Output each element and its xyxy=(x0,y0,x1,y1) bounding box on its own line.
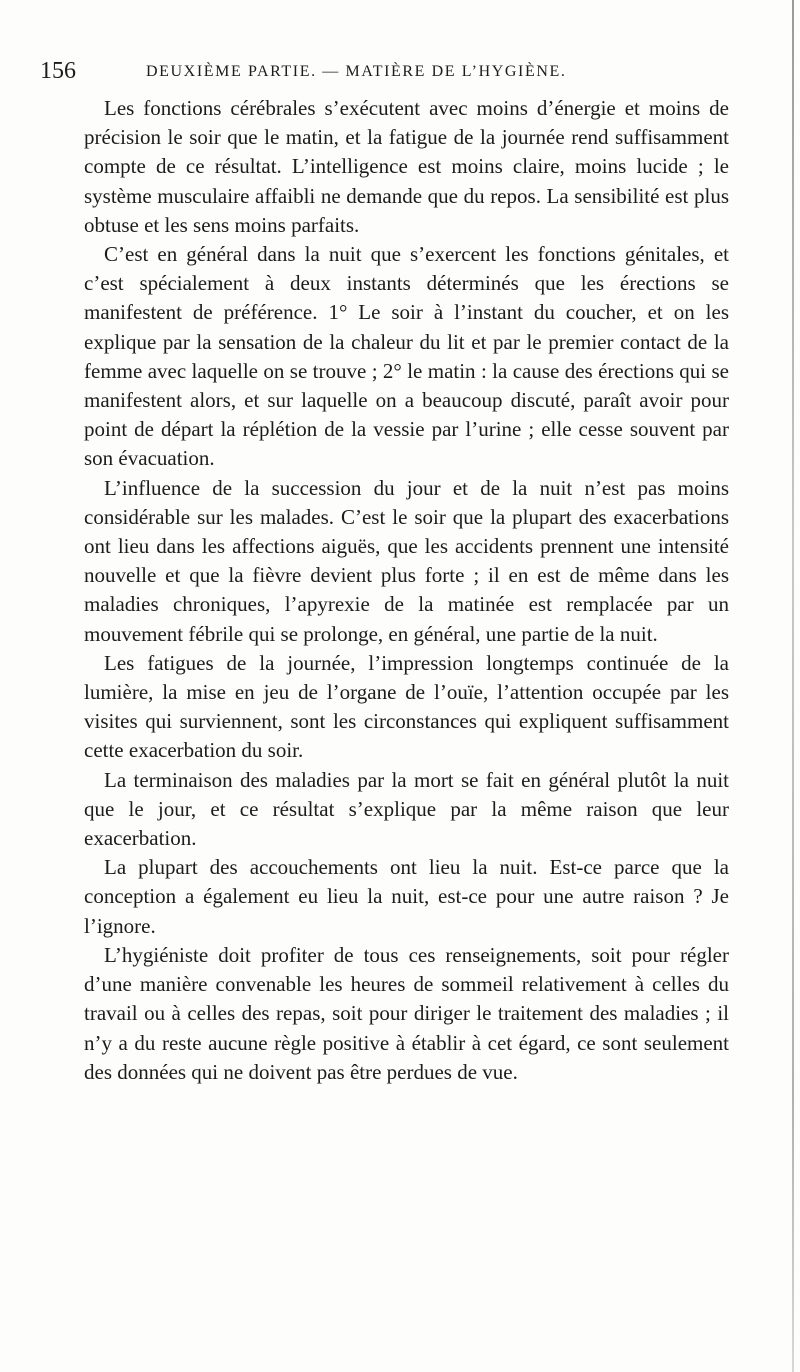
paragraph-childbirth: La plupart des accouchements ont lieu la nuit. Est-ce parce que la conception a également eu lieu la nuit, est-ce pour une autre raison ? Je l’ignore. xyxy=(84,855,729,938)
paragraph-termination-of-illness: La terminaison des maladies par la mort se fait en général plutôt la nuit que le jour, et ce résultat s’explique par la même raison que leur exacerbation. xyxy=(84,767,729,851)
paragraph-influence-on-patients: L’influence de la succession du jour et de la nuit n’est pas moins considérable sur les malades. C’est le soir que la plupart des exacerbations ont lieu dans les affections aiguës, que les accidents prennent une intensité nouvelle et que la fièvre devient plus forte ; il en est de même dans les maladies chroniques, l’apyrexie de la matinée est remplacée par un mouvement fébrile qui se prolonge, en général, une partie de la nuit. xyxy=(84,475,729,646)
page-number: 156 xyxy=(40,58,76,84)
page-edge-shadow xyxy=(792,0,794,1372)
paragraph-cerebral-functions: Les fonctions cérébrales s’exécutent avec moins d’énergie et moins de précision le soir que le matin, et la fatigue de la journée rend suffisamment compte de ce résultat. L’intelligence est moins claire, moins lucide ; le système musculaire affaibli ne demande que du repos. La sensibilité est plus obtuse et les sens moins parfaits. xyxy=(84,96,729,237)
running-head: DEUXIÈME PARTIE. — MATIÈRE DE L’HYGIÈNE. xyxy=(146,63,567,80)
paragraph-hygienist: L’hygiéniste doit profiter de tous ces renseignements, soit pour régler d’une manière convenable les heures de sommeil relativement à celles du travail ou à celles des repas, soit pour diriger le traitement des maladies ; il n’y a du reste aucune règle positive à établir à cet égard, ce sont seulement des données qui ne doivent pas être perdues de vue. xyxy=(84,942,729,1084)
paragraph-fatigues-of-day: Les fatigues de la journée, l’impression longtemps continuée de la lumière, la mise en jeu de l’organe de l’ouïe, l’attention occupée par les visites qui surviennent, sont les circonstances qui expliquent suffisamment cette exacerbation du soir. xyxy=(84,650,729,763)
paragraph-genital-functions: C’est en général dans la nuit que s’exercent les fonctions génitales, et c’est spécialement à deux instants déterminés que les érections se manifestent de préférence. 1° Le soir à l’instant du coucher, et on les explique par la sensation de la chaleur du lit et par le premier contact de la femme avec laquelle on se trouve ; 2° le matin : la cause des érections qui se manifestent alors, et sur laquelle on a beaucoup discuté, paraît avoir pour point de départ la réplétion de la vessie par l’urine ; elle cesse souvent par son évacuation. xyxy=(84,242,729,471)
body-text xyxy=(84,94,729,1087)
page-header xyxy=(40,58,740,90)
